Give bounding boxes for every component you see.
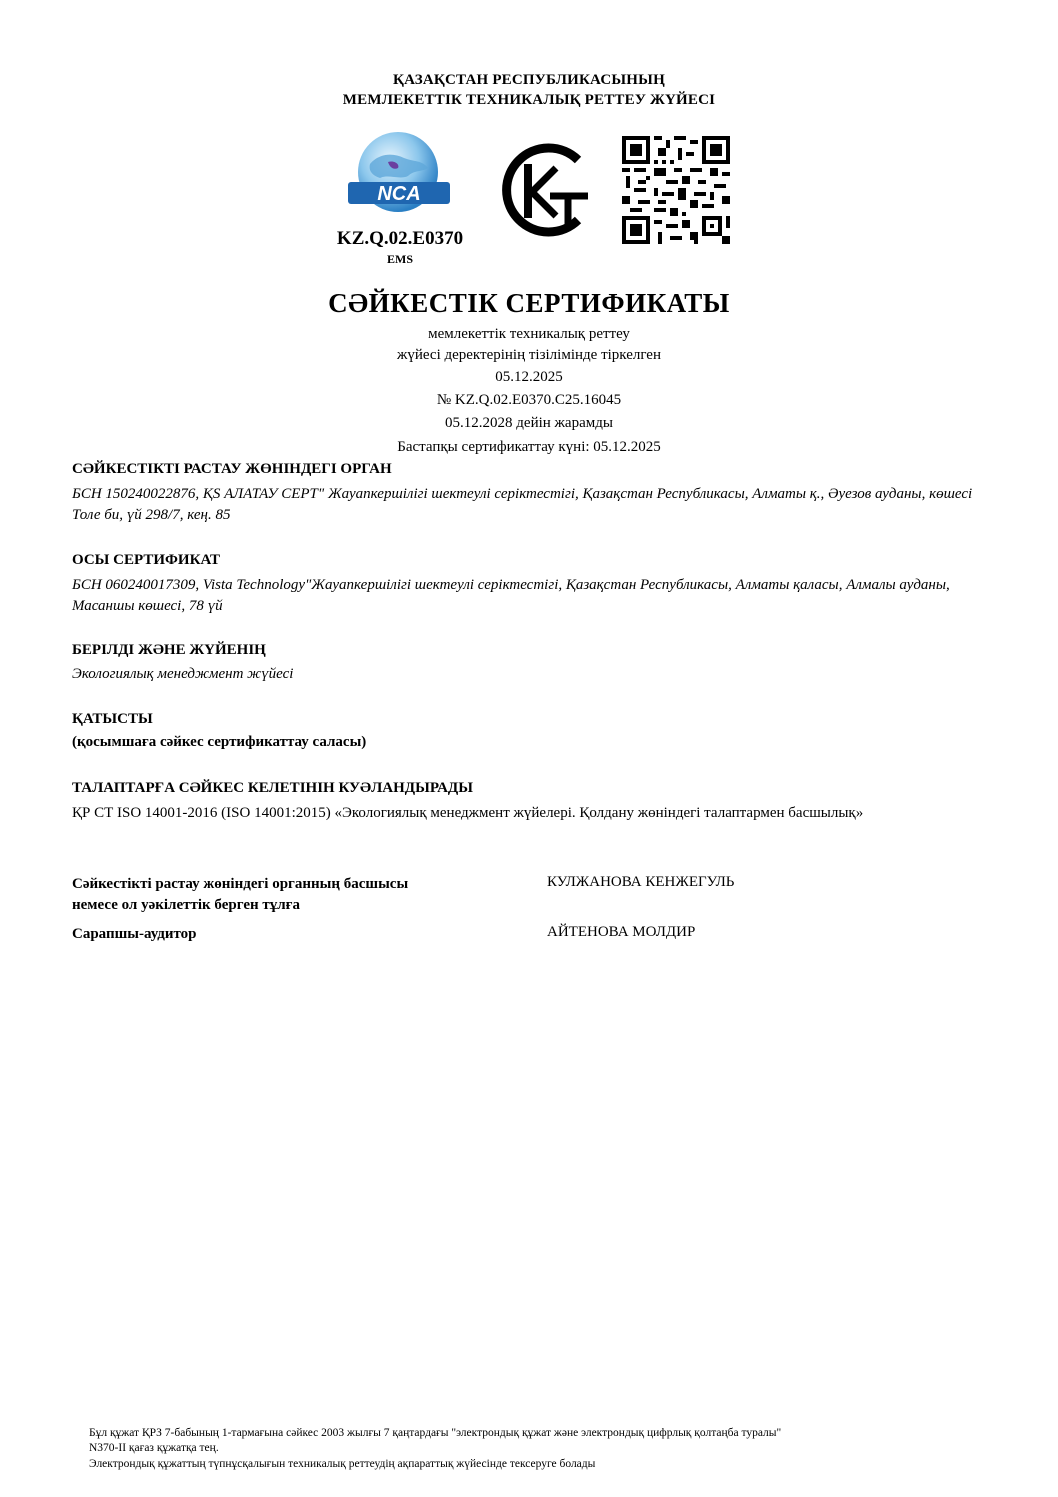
- certification-body-heading: СӘЙКЕСТІКТІ РАСТАУ ЖӨНІНДЕГІ ОРГАН: [72, 461, 392, 477]
- qr-code-icon: [622, 136, 730, 244]
- head-signatory-name: КУЛЖАНОВА КЕНЖЕГУЛЬ: [547, 874, 735, 890]
- system-text: Экологиялық менеджмент жүйесі: [72, 666, 294, 682]
- scope-subheading: (қосымшаға сәйкес сертификаттау саласы): [72, 734, 367, 750]
- scope-heading: ҚАТЫСТЫ: [72, 711, 153, 727]
- footer-legal-line-2: N370-II қағаз құжатқа тең.: [89, 1442, 219, 1454]
- logo-row: [0, 132, 1058, 272]
- header-system: МЕМЛЕКЕТТІК ТЕХНИКАЛЫҚ РЕТТЕУ ЖҮЙЕСІ: [342, 92, 716, 108]
- registration-line-1: мемлекеттік техникалық реттеу: [428, 326, 630, 342]
- nca-logo-text: NCA: [377, 183, 421, 205]
- accreditation-scope: EMS: [386, 252, 413, 266]
- nca-globe-logo: [344, 132, 456, 232]
- auditor-label: Сарапшы-аудитор: [72, 926, 197, 942]
- certification-body-text: БСН 150240022876, ҚS АЛАТАУ СЕРТ" Жауапкершілігі шектеулі серіктестігі, Қазақстан Республикасы, Алматы қ., Әуезов ауданы, көшесі Толе би, үй 298/7, кең. 85: [72, 486, 973, 523]
- certificate-number: № KZ.Q.02.E0370.C25.16045: [436, 392, 622, 408]
- registration-line-2: жүйесі деректерінің тізілімінде тіркелген: [396, 347, 661, 363]
- header-country: ҚАЗАҚСТАН РЕСПУБЛИКАСЫНЫҢ: [393, 72, 665, 88]
- auditor-name: АЙТЕНОВА МОЛДИР: [547, 924, 696, 940]
- certificate-holder-text: БСН 060240017309, Vista Technology"Жауапкершілігі шектеулі серіктестігі, Қазақстан Республикасы, Алматы қаласы, Алмалы ауданы, Масаншы көшесі, 78 үй: [72, 577, 950, 614]
- footer-legal-line-1: Бұл құжат ҚРЗ 7-бабының 1-тармағына сәйкес 2003 жылғы 7 қаңтардағы "электрондық құжат және электрондық цифрлық қолтаңба туралы": [89, 1427, 782, 1439]
- certificate-title: СӘЙКЕСТІК СЕРТИФИКАТЫ: [328, 288, 730, 318]
- requirements-text: ҚР СТ ISO 14001-2016 (ISO 14001:2015) «Экологиялық менеджмент жүйелері. Қолдану жөніндегі талаптармен басшылық»: [72, 805, 864, 821]
- head-signatory-label: Сәйкестікті растау жөніндегі органның басшысы немесе ол уәкілеттік берген тұлға: [72, 876, 409, 913]
- registration-date: 05.12.2025: [495, 369, 563, 385]
- requirements-heading: ТАЛАПТАРҒА СӘЙКЕС КЕЛЕТІНІН КУӘЛАНДЫРАДЫ: [72, 780, 473, 796]
- footer-verification-note: Электрондық құжаттың түпнұсқалығын техникалық реттеудің ақпараттық жүйесінде тексеруге болады: [89, 1458, 596, 1470]
- certificate-holder-heading: ОСЫ СЕРТИФИКАТ: [72, 552, 220, 568]
- kt-conformity-mark-icon: [494, 138, 598, 242]
- valid-until: 05.12.2028 дейін жарамды: [445, 415, 613, 431]
- initial-certification-date: Бастапқы сертификаттау күні: 05.12.2025: [397, 439, 661, 455]
- accreditation-code: KZ.Q.02.E0370: [336, 228, 464, 249]
- system-heading: БЕРІЛДІ ЖӘНЕ ЖҮЙЕНІҢ: [72, 642, 266, 658]
